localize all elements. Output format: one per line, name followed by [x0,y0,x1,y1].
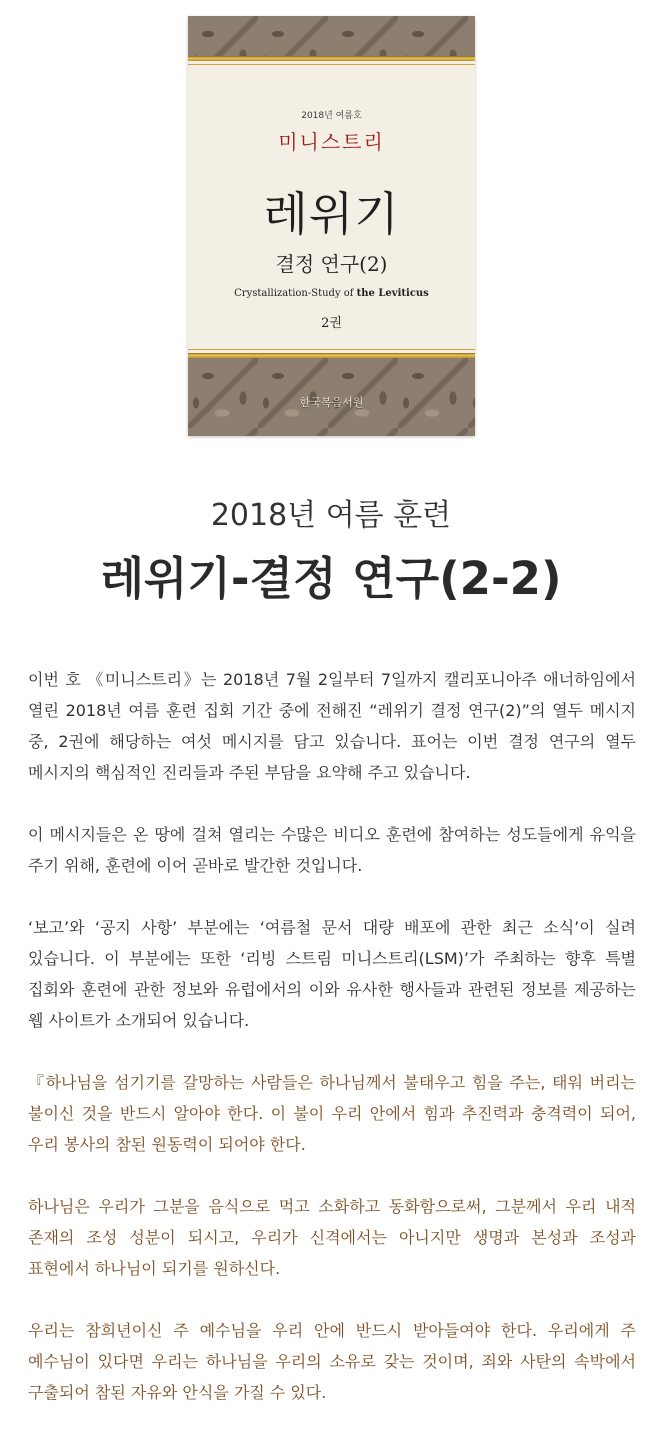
cover-gold-stripe-top [188,56,475,61]
cover-english-title [188,288,475,299]
cover-book-subtitle: 결정 연구(2) [275,252,388,276]
quote-jubilee: 우리는 참희년이신 주 예수님을 우리 안에 반드시 받아들여야 한다. 우리에게 주 예수님이 있다면 우리는 하나님을 우리의 소유로 갖는 것이며, 죄와 사탄의 속박에서 구출되어 참된 자유와 안식을 가질 수 있다. [28,1321,636,1402]
heading-title: 레위기-결정 연구(2-2) [100,552,562,605]
cover-pattern-top [188,16,475,56]
heading-subtitle: 2018년 여름 훈련 [210,498,452,533]
cover-issue-label: 2018년 여름호 [301,111,362,121]
book-cover [188,16,475,436]
cover-thin-line-top [188,64,475,65]
cover-english-prefix: Crystallization-Study of [234,288,357,299]
cover-ministry-title: 미니스트리 [278,130,385,154]
paragraph-reports: ‘보고’와 ‘공지 사항’ 부분에는 ‘여름철 문서 대량 배포에 관한 최근 소식’이 실려 있습니다. 이 부분에는 또한 ‘리빙 스트림 미니스트리(LSM)’가 주최하는 향후 특별 집회와 훈련에 관한 정보와 유럽에서의 이와 유사한 행사들과 관련된 정보를 제공하는 웹 사이트가 소개되어 있습니다. [28,918,636,1030]
cover-publisher-logo: 한국복음서원 [299,396,364,409]
article-body [28,664,636,1439]
cover-book-title: 레위기 [263,187,400,241]
paragraph-intro: 이번 호 《미니스트리》는 2018년 7월 2일부터 7일까지 캘리포니아주 애너하임에서 열린 2018년 여름 훈련 집회 기간 중에 전해진 “레위기 결정 연구(2)”의 열두 메시지 중, 2권에 해당하는 여섯 메시지를 담고 있습니다. 표어는 이번 결정 연구의 열두 메시지의 핵심적인 진리들과 주된 부담을 요약해 주고 있습니다. [28,670,636,782]
quote-burning-fire: 『하나님을 섬기기를 갈망하는 사람들은 하나님께서 불태우고 힘을 주는, 태워 버리는 불이신 것을 반드시 알아야 한다. 이 불이 우리 안에서 힘과 추진력과 충격력이 되어, 우리 봉사의 참된 원동력이 되어야 한다. [28,1073,636,1154]
paragraph-video-training: 이 메시지들은 온 땅에 걸쳐 열리는 수많은 비디오 훈련에 참여하는 성도들에게 유익을 주기 위해, 훈련에 이어 곧바로 발간한 것입니다. [28,825,636,875]
quote-eating-god: 하나님은 우리가 그분을 음식으로 먹고 소화하고 동화함으로써, 그분께서 우리 내적 존재의 조성 성분이 되시고, 우리가 신격에서는 아니지만 생명과 본성과 조성과 표현에서 하나님이 되기를 원하신다. [28,1197,636,1278]
cover-english-bold: the Leviticus [356,288,429,299]
cover-volume: 2권 [321,316,342,331]
cover-thin-line-bottom [188,349,475,350]
